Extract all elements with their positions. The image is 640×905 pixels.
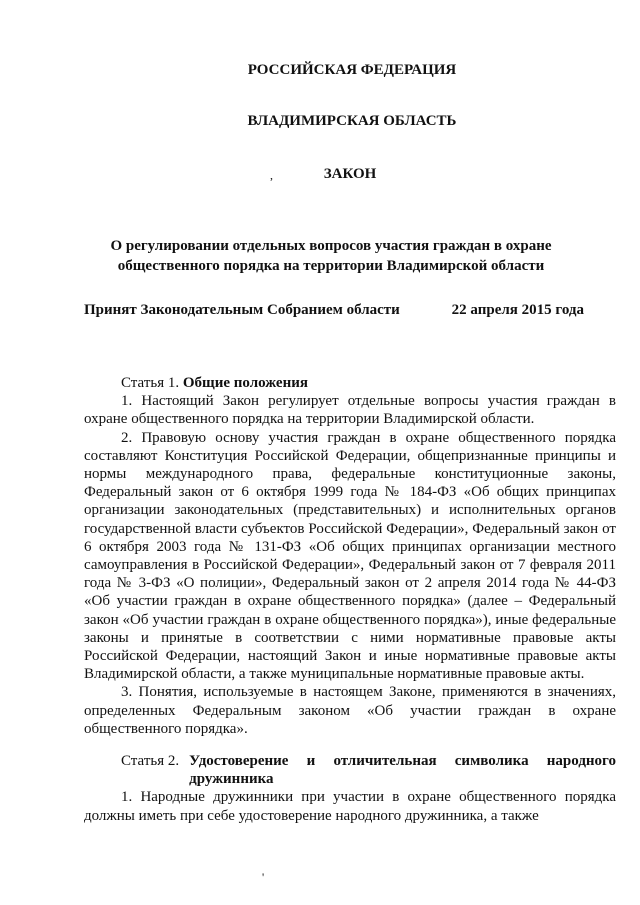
article-1 <box>84 374 616 738</box>
law-subject-line-1: О регулировании отдельных вопросов участия граждан в охране <box>110 238 552 254</box>
article-1-label: Статья 1. <box>121 375 180 391</box>
law-subject <box>96 236 566 276</box>
article-1-heading <box>84 374 616 392</box>
article-1-paragraph-3: 3. Понятия, используемые в настоящем Законе, применяются в значениях, определенных Федеральным законом «Об участии граждан в охране общественного порядка». <box>84 684 616 737</box>
country-heading: РОССИЙСКАЯ ФЕДЕРАЦИЯ <box>247 62 457 78</box>
footer-mark: ' <box>262 870 265 884</box>
article-2-label: Статья 2. <box>121 753 180 769</box>
article-2-heading <box>84 752 616 788</box>
adopted-by: Принят Законодательным Собранием области <box>84 302 400 318</box>
article-2 <box>84 752 616 825</box>
tick-mark: , <box>270 168 273 182</box>
adoption-date: 22 апреля 2015 года <box>451 302 584 318</box>
adoption-line <box>84 302 584 319</box>
law-subject-line-2: общественного порядка на территории Владимирской области <box>117 258 545 274</box>
article-1-title: Общие положения <box>182 375 308 391</box>
article-2-paragraph-1: 1. Народные дружинники при участии в охране общественного порядка должны иметь при себе удостоверение народного дружинника, а также <box>84 789 616 824</box>
article-2-title: Удостоверение и отличительная символика народного дружинника <box>189 753 616 788</box>
law-heading: ЗАКОН <box>323 166 377 182</box>
article-1-paragraph-1: 1. Настоящий Закон регулирует отдельные вопросы участия граждан в охране общественного порядка на территории Владимирской области. <box>84 393 616 428</box>
article-1-paragraph-2: 2. Правовую основу участия граждан в охране общественного порядка составляют Конституция Российской Федерации, общепризнанные принципы и нормы международного права, федеральные конституционные законы, Федеральный закон от 6 октября 1999 года № 184-ФЗ «Об общих принципах организации законодательных (представительных) и исполнительных органов государственной власти субъектов Российской Федерации», Федеральный закон от 6 октября 2003 года № 131-ФЗ «Об общих принципах организации местного самоуправления в Российской Федерации», Федеральный закон от 7 февраля 2011 года № 3-ФЗ «О полиции», Федеральный закон от 2 апреля 2014 года № 44-ФЗ «Об участии граждан в охране общественного порядка» (далее – Федеральный закон «Об участии граждан в охране общественного порядка»), иные федеральные законы и принятые в соответствии с ними нормативные правовые акты Российской Федерации, настоящий Закон и иные нормативные правовые акты Владимирской области, а также муниципальные нормативные правовые акты. <box>84 429 616 683</box>
region-heading: ВЛАДИМИРСКАЯ ОБЛАСТЬ <box>247 113 457 129</box>
